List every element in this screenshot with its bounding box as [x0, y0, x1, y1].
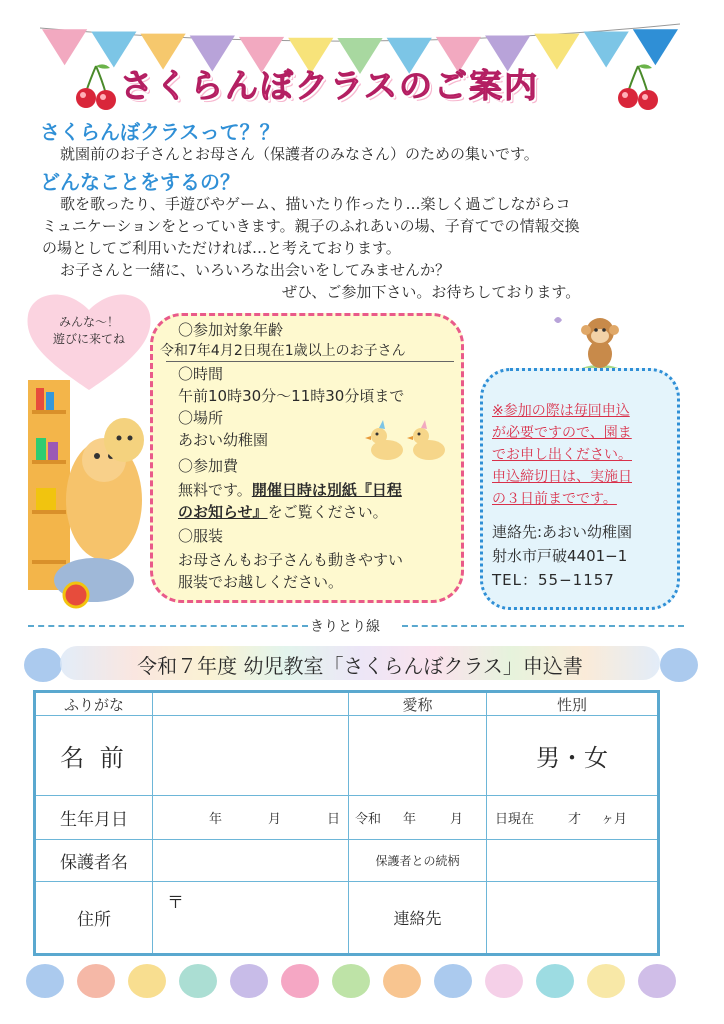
guardian-label: 保護者名: [35, 840, 153, 882]
decor-dot: [660, 648, 698, 682]
dress-line-2: 服装でお越しください。: [178, 573, 344, 591]
contact-tel: TEL：55−1157: [492, 571, 615, 589]
birth-year-unit: 年: [209, 812, 223, 827]
notice-line-2: が必要ですので、園ま: [492, 425, 632, 441]
age-input[interactable]: [487, 796, 659, 840]
age-year-unit: 年: [403, 812, 417, 827]
answer-line-1: 歌を歌ったり、手遊びやゲーム、描いたり作ったり…楽しく過ごしながらコ: [60, 195, 571, 213]
place-heading: 〇場所: [178, 409, 224, 427]
notice-line-1: ※参加の際は毎回申込: [492, 403, 630, 419]
gender-label: 性別: [487, 692, 659, 716]
page-title: さくらんぼクラスのご案内: [120, 66, 540, 105]
decor-dot: [383, 964, 421, 998]
answer-line-4: お子さんと一緒に、いろいろな出会いをしてみませんか？: [60, 261, 451, 279]
notice-text: [492, 400, 632, 510]
answer-what-is: 就園前のお子さんとお母さん（保護者のみなさん）のための集いです。: [60, 145, 539, 163]
fee-text-line-1: [178, 480, 402, 501]
age-month-unit: 月: [450, 812, 464, 827]
fee-schedule-ref: 開催日時は別紙『日程: [251, 481, 402, 499]
notice-line-3: でお申し出ください。: [492, 447, 632, 463]
animals-illustration: [24, 380, 154, 610]
address-label: 住所: [35, 882, 153, 955]
birth-month-unit: 月: [268, 812, 282, 827]
contact-address: 射水市戸破4401−1: [492, 547, 628, 565]
decor-dot: [26, 964, 64, 998]
notice-line-4: 申込締切日は、実施日: [492, 469, 632, 485]
name-input[interactable]: [153, 716, 349, 796]
relation-input[interactable]: [487, 840, 659, 882]
birthdate-input[interactable]: [153, 796, 349, 840]
cutline-label: きりとり線: [310, 619, 380, 635]
as-of-label: 日現在: [495, 812, 535, 827]
answer-line-2: ミュニケーションをとっていきます。親子のふれあいの場、子育てでの情報交換: [42, 217, 580, 235]
contact-name: 連絡先:あおい幼稚園: [492, 523, 633, 541]
reiwa-label: 令和: [355, 812, 382, 827]
decor-dot: [77, 964, 115, 998]
birthdate-label: 生年月日: [35, 796, 153, 840]
decor-dot: [485, 964, 523, 998]
heart-line-1: みんな〜！: [58, 315, 119, 329]
fee-text-line-2: [178, 502, 388, 523]
age-sai-unit: 才: [568, 812, 582, 827]
age-months-unit: ヶ月: [601, 812, 628, 827]
address-input[interactable]: [153, 882, 349, 955]
cherry-icon-left: [72, 62, 120, 112]
question-what-is: さくらんぼクラスって？？: [40, 120, 280, 144]
answer-line-3: の場としてご利用いただければ…と考えております。: [42, 239, 401, 257]
gender-options[interactable]: 男・女: [487, 716, 659, 796]
place-text: あおい幼稚園: [178, 431, 269, 449]
contact-input[interactable]: [487, 882, 659, 955]
nickname-input[interactable]: [349, 716, 487, 796]
form-title: 令和７年度 幼児教室「さくらんぼクラス」申込書: [137, 654, 583, 678]
dress-line-1: お母さんもお子さんも動きやすい: [178, 551, 404, 569]
question-what-do: どんなことをするの？: [40, 170, 240, 194]
relation-label: 保護者との続柄: [349, 840, 487, 882]
cherry-icon-right: [614, 62, 662, 112]
decor-dot: [179, 964, 217, 998]
notice-line-5: の３日前までです。: [492, 491, 617, 507]
time-text: 午前10時30分〜11時30分頃まで: [178, 387, 405, 405]
furigana-label: ふりがな: [35, 692, 153, 716]
target-heading: 〇参加対象年齢: [178, 321, 284, 339]
heart-line-2: 遊びに来てね: [52, 332, 125, 346]
answer-line-5: ぜひ、ご参加下さい。お待ちしております。: [282, 283, 581, 301]
decor-dot: [434, 964, 472, 998]
fee-see: をご覧ください。: [267, 503, 388, 521]
pennant-flag: [42, 29, 87, 65]
decor-dot: [536, 964, 574, 998]
fee-free: 無料です。: [178, 481, 252, 499]
furigana-input[interactable]: [153, 692, 349, 716]
guardian-input[interactable]: [153, 840, 349, 882]
decor-dot: [587, 964, 625, 998]
decor-dot: [638, 964, 676, 998]
dress-heading: 〇服装: [178, 527, 224, 545]
cutline-right: [402, 625, 684, 627]
application-form: [33, 690, 660, 956]
target-underline: [166, 361, 454, 362]
fee-heading: 〇参加費: [178, 457, 239, 475]
contact-info: [492, 520, 632, 592]
ducks-illustration: [365, 418, 455, 466]
target-text: 令和7年4月2日現在1歳以上のお子さん: [160, 343, 406, 359]
time-heading: 〇時間: [178, 365, 224, 383]
contact-label: 連絡先: [349, 882, 487, 955]
birth-day-unit: 日: [327, 812, 341, 827]
decor-dot: [230, 964, 268, 998]
decor-dot: [281, 964, 319, 998]
age-asof-input[interactable]: [349, 796, 487, 840]
name-label: 名 前: [35, 716, 153, 796]
decor-dot: [128, 964, 166, 998]
heart-message: [44, 314, 134, 348]
cutline-left: [28, 625, 308, 627]
decor-dot: [24, 648, 62, 682]
nickname-label: 愛称: [349, 692, 487, 716]
postal-mark: 〒: [167, 893, 184, 913]
fee-schedule-ref-2: のお知らせ』: [178, 503, 268, 521]
pennant-flag: [633, 29, 678, 65]
decor-dot: [332, 964, 370, 998]
